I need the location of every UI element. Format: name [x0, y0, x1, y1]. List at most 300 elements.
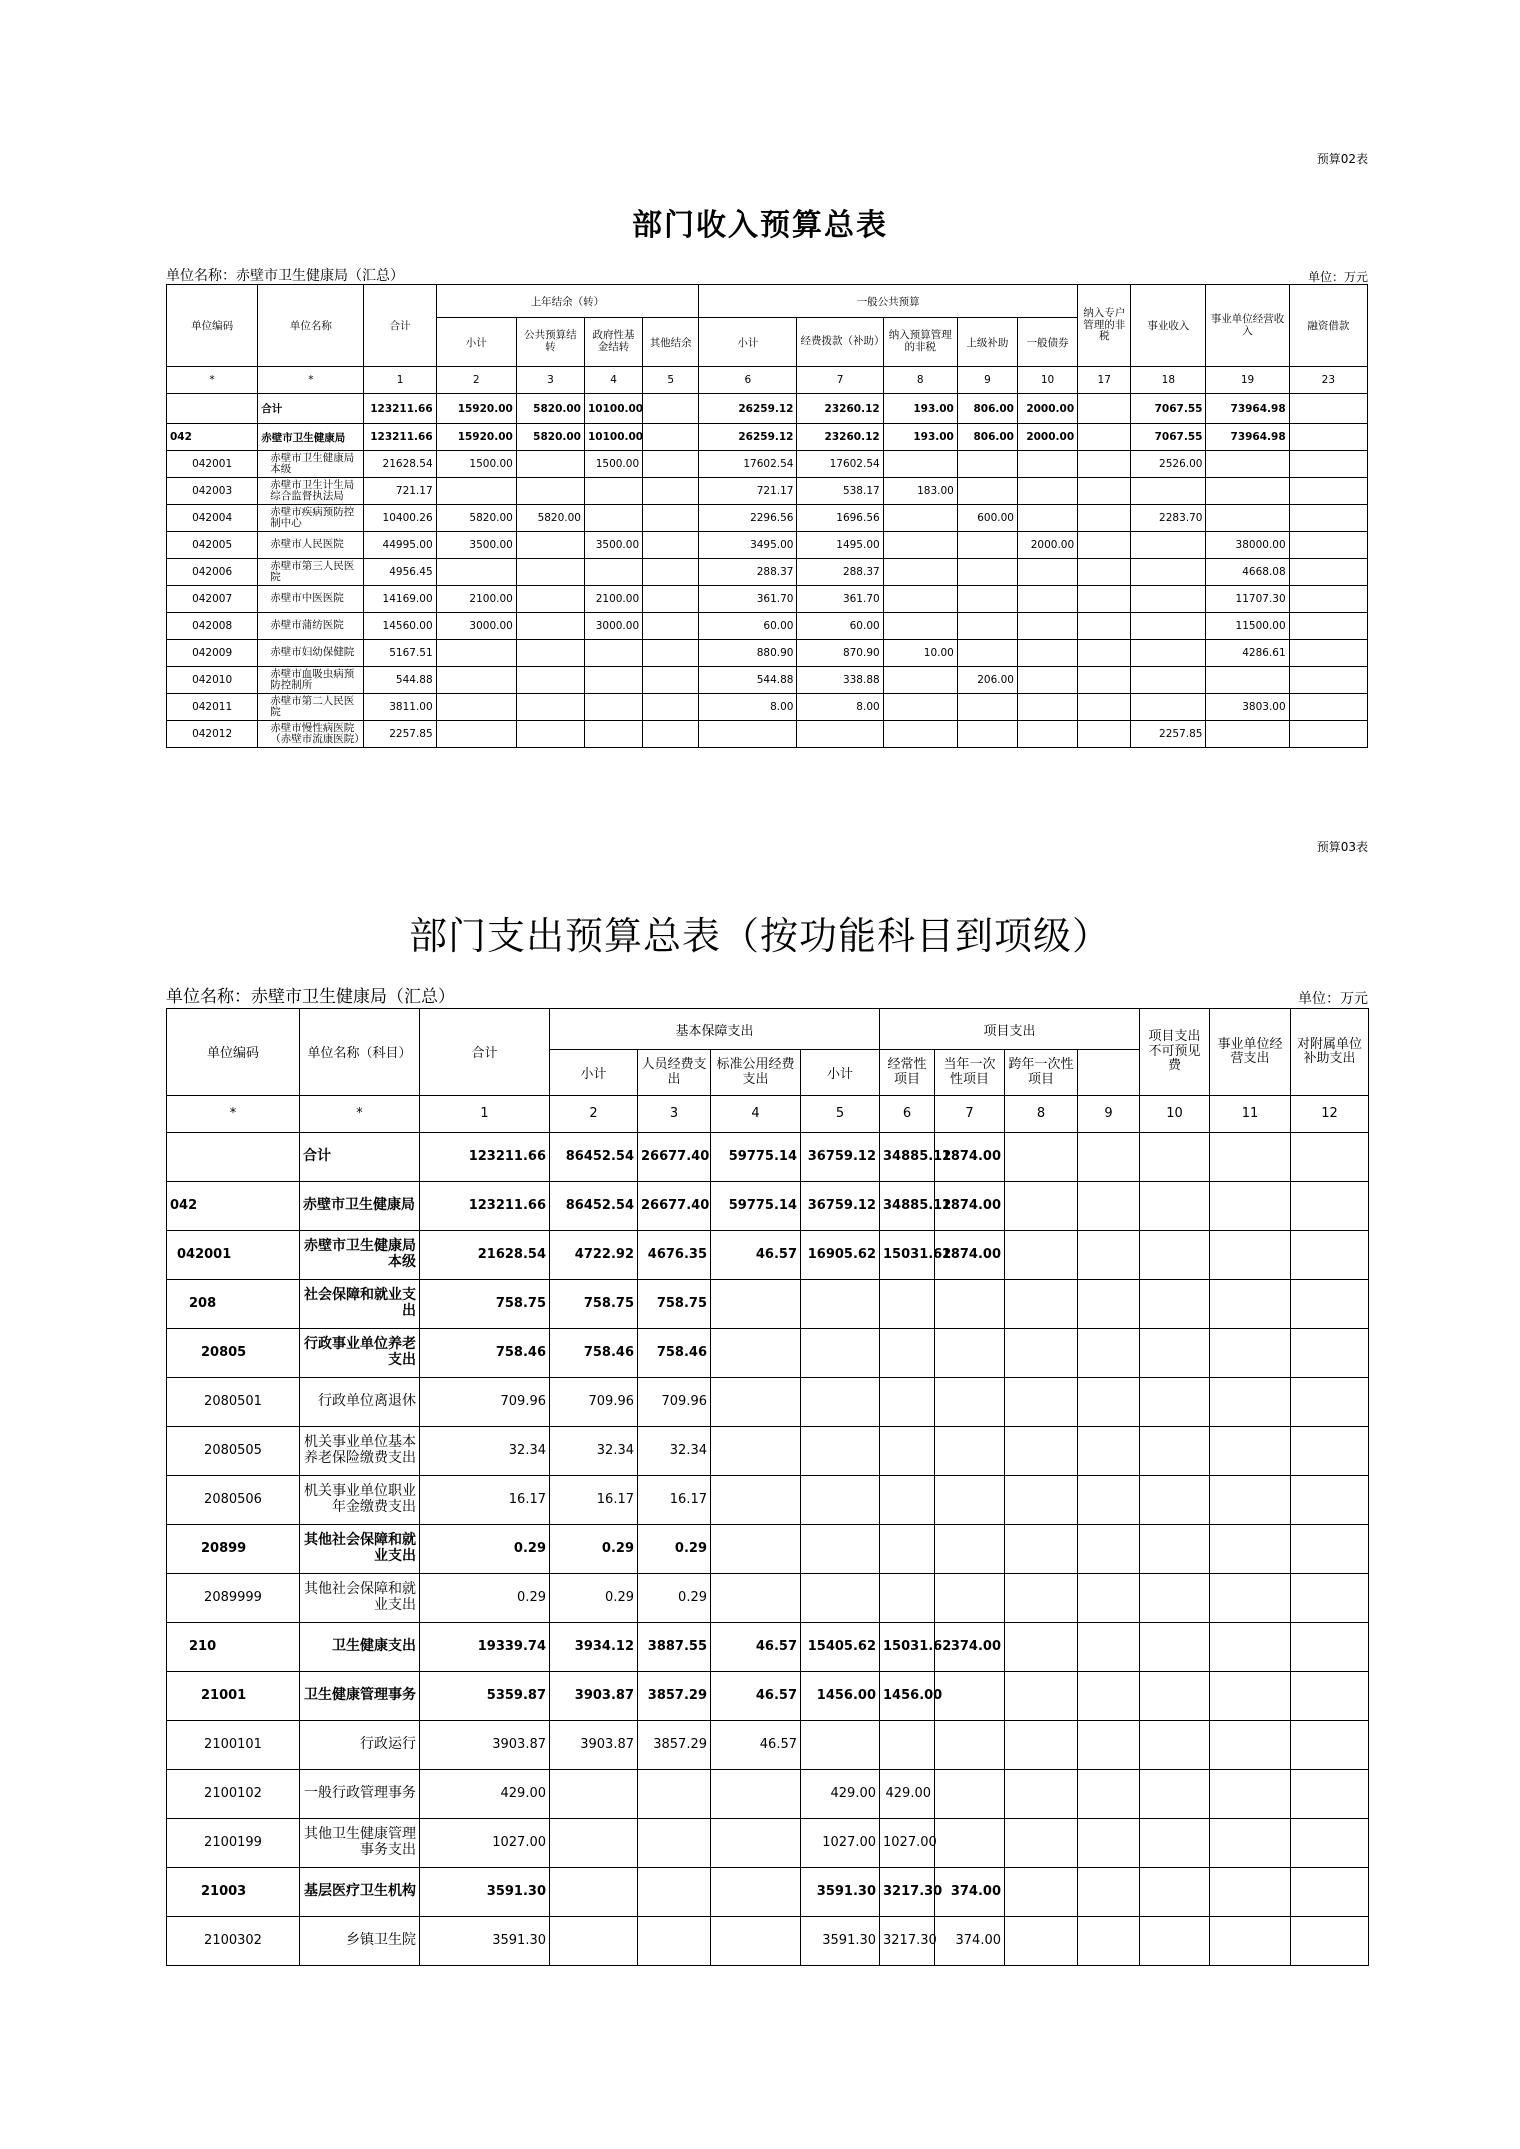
- exp-amount-cell: [1291, 1426, 1369, 1475]
- header-prev-sub: 小计: [436, 318, 516, 367]
- exp-amount-cell: [638, 1916, 711, 1965]
- exp-amount-cell: [1078, 1181, 1140, 1230]
- exp-amount-cell: [1005, 1132, 1078, 1181]
- exp-amount-cell: [1140, 1867, 1210, 1916]
- amount-cell: [957, 586, 1017, 613]
- amount-cell: 14560.00: [364, 613, 436, 640]
- exp-amount-cell: [801, 1524, 880, 1573]
- amount-cell: 7067.55: [1131, 394, 1206, 424]
- amount-cell: [1131, 478, 1206, 505]
- exp-code-cell: 21001: [167, 1671, 300, 1720]
- exp-amount-cell: [1140, 1279, 1210, 1328]
- table-row: [167, 424, 1368, 451]
- amount-cell: 8.00: [797, 694, 883, 721]
- index-cell: 1: [364, 367, 436, 394]
- exp-name-cell: 其他社会保障和就业支出: [300, 1573, 420, 1622]
- amount-cell: [1289, 613, 1367, 640]
- amount-cell: [797, 721, 883, 748]
- exp-amount-cell: [1291, 1377, 1369, 1426]
- exp-amount-cell: 21628.54: [420, 1230, 550, 1279]
- amount-cell: [957, 613, 1017, 640]
- exp-amount-cell: [1005, 1377, 1078, 1426]
- exp-amount-cell: 19339.74: [420, 1622, 550, 1671]
- exp-amount-cell: [1078, 1916, 1140, 1965]
- amount-cell: 14169.00: [364, 586, 436, 613]
- amount-cell: [643, 640, 699, 667]
- exp-amount-cell: [1210, 1916, 1291, 1965]
- exp-amount-cell: [935, 1573, 1005, 1622]
- exp-amount-cell: 429.00: [880, 1769, 935, 1818]
- exp-amount-cell: [880, 1328, 935, 1377]
- unit-name-cell: 赤壁市人民医院: [258, 532, 364, 559]
- amount-cell: [1078, 478, 1131, 505]
- exp-amount-cell: [935, 1720, 1005, 1769]
- amount-cell: [516, 559, 584, 586]
- exp-amount-cell: [1005, 1328, 1078, 1377]
- amount-cell: [643, 394, 699, 424]
- exp-name-cell: 机关事业单位职业年金缴费支出: [300, 1475, 420, 1524]
- exp-amount-cell: [801, 1279, 880, 1328]
- amount-cell: [1289, 640, 1367, 667]
- exp-amount-cell: [801, 1573, 880, 1622]
- exp-amount-cell: [1005, 1622, 1078, 1671]
- exp-header-proj-group: 项目支出: [880, 1009, 1140, 1050]
- exp-code-cell: 2080505: [167, 1426, 300, 1475]
- exp-amount-cell: [1291, 1132, 1369, 1181]
- exp-amount-cell: 36759.12: [801, 1132, 880, 1181]
- exp-amount-cell: [1140, 1622, 1210, 1671]
- exp-amount-cell: [1078, 1328, 1140, 1377]
- exp-amount-cell: [1210, 1867, 1291, 1916]
- exp-index-cell: 7: [935, 1095, 1005, 1132]
- exp-amount-cell: [711, 1769, 801, 1818]
- exp-amount-cell: [1210, 1475, 1291, 1524]
- exp-index-cell: 4: [711, 1095, 801, 1132]
- unit-code-cell: 042006: [167, 559, 258, 586]
- amount-cell: [1078, 640, 1131, 667]
- exp-amount-cell: [1210, 1181, 1291, 1230]
- amount-cell: [1018, 559, 1078, 586]
- amount-cell: [1018, 586, 1078, 613]
- amount-cell: [1018, 721, 1078, 748]
- header-prev-pub: 公共预算结转: [516, 318, 584, 367]
- exp-amount-cell: [1078, 1769, 1140, 1818]
- exp-code-cell: [167, 1132, 300, 1181]
- exp-amount-cell: 16.17: [420, 1475, 550, 1524]
- exp-index-cell: 3: [638, 1095, 711, 1132]
- exp-amount-cell: 15031.62: [880, 1230, 935, 1279]
- amount-cell: [883, 694, 957, 721]
- index-cell: 5: [643, 367, 699, 394]
- amount-cell: 2000.00: [1018, 394, 1078, 424]
- exp-amount-cell: [1291, 1867, 1369, 1916]
- exp-name-cell: 其他社会保障和就业支出: [300, 1524, 420, 1573]
- table-row: [167, 478, 1368, 505]
- amount-cell: 11500.00: [1206, 613, 1289, 640]
- exp-amount-cell: 709.96: [638, 1377, 711, 1426]
- exp-amount-cell: [550, 1818, 638, 1867]
- exp-code-cell: 20899: [167, 1524, 300, 1573]
- amount-cell: [643, 478, 699, 505]
- exp-amount-cell: 3591.30: [801, 1867, 880, 1916]
- amount-cell: [436, 559, 516, 586]
- exp-amount-cell: [935, 1279, 1005, 1328]
- exp-amount-cell: 32.34: [550, 1426, 638, 1475]
- exp-amount-cell: [1291, 1622, 1369, 1671]
- amount-cell: 538.17: [797, 478, 883, 505]
- exp-index-cell: 1: [420, 1095, 550, 1132]
- unit-code-cell: 042003: [167, 478, 258, 505]
- amount-cell: 11707.30: [1206, 586, 1289, 613]
- amount-cell: 2100.00: [436, 586, 516, 613]
- amount-cell: 73964.98: [1206, 424, 1289, 451]
- amount-cell: 1500.00: [436, 451, 516, 478]
- amount-cell: [1131, 532, 1206, 559]
- exp-table-row: [167, 1720, 1369, 1769]
- amount-cell: 1500.00: [584, 451, 642, 478]
- amount-cell: 21628.54: [364, 451, 436, 478]
- exp-amount-cell: [1291, 1818, 1369, 1867]
- exp-amount-cell: [1140, 1132, 1210, 1181]
- exp-amount-cell: 16.17: [550, 1475, 638, 1524]
- table-row: [167, 640, 1368, 667]
- amount-cell: [1289, 394, 1367, 424]
- amount-cell: [1018, 613, 1078, 640]
- exp-amount-cell: [880, 1720, 935, 1769]
- exp-amount-cell: [1291, 1524, 1369, 1573]
- header-prev-group: 上年结余（转）: [436, 285, 699, 318]
- amount-cell: [957, 694, 1017, 721]
- amount-cell: 17602.54: [797, 451, 883, 478]
- table-row: [167, 451, 1368, 478]
- exp-table-row: [167, 1573, 1369, 1622]
- exp-code-cell: 2080501: [167, 1377, 300, 1426]
- table1-unit: 单位：万元: [1307, 270, 1368, 284]
- exp-amount-cell: [1140, 1671, 1210, 1720]
- exp-amount-cell: 0.29: [420, 1524, 550, 1573]
- unit-name-cell: 赤壁市第二人民医院: [258, 694, 364, 721]
- amount-cell: 26259.12: [699, 424, 797, 451]
- exp-amount-cell: [1210, 1328, 1291, 1377]
- amount-cell: [1289, 424, 1367, 451]
- table-row: [167, 613, 1368, 640]
- exp-amount-cell: [1210, 1671, 1291, 1720]
- index-cell: 9: [957, 367, 1017, 394]
- index-cell: 7: [797, 367, 883, 394]
- amount-cell: 3803.00: [1206, 694, 1289, 721]
- amount-cell: [1131, 559, 1206, 586]
- exp-amount-cell: 0.29: [550, 1524, 638, 1573]
- exp-amount-cell: 26677.40: [638, 1132, 711, 1181]
- amount-cell: [1289, 721, 1367, 748]
- exp-amount-cell: [801, 1377, 880, 1426]
- amount-cell: 60.00: [797, 613, 883, 640]
- exp-amount-cell: [1291, 1328, 1369, 1377]
- exp-amount-cell: [1140, 1377, 1210, 1426]
- amount-cell: [1289, 451, 1367, 478]
- amount-cell: [516, 640, 584, 667]
- amount-cell: [1078, 721, 1131, 748]
- header-name: 单位名称: [258, 285, 364, 367]
- unit-name-cell: 赤壁市卫生健康局: [258, 424, 364, 451]
- exp-amount-cell: [1140, 1573, 1210, 1622]
- exp-amount-cell: [1005, 1769, 1078, 1818]
- amount-cell: [1206, 451, 1289, 478]
- exp-amount-cell: [711, 1916, 801, 1965]
- exp-name-cell: 基层医疗卫生机构: [300, 1867, 420, 1916]
- amount-cell: 721.17: [364, 478, 436, 505]
- amount-cell: 60.00: [699, 613, 797, 640]
- amount-cell: 4286.61: [1206, 640, 1289, 667]
- exp-amount-cell: [550, 1916, 638, 1965]
- exp-table-row: [167, 1916, 1369, 1965]
- amount-cell: 544.88: [364, 667, 436, 694]
- exp-header-public: 标准公用经费支出: [711, 1050, 801, 1095]
- exp-name-cell: 机关事业单位基本养老保险缴费支出: [300, 1426, 420, 1475]
- amount-cell: 206.00: [957, 667, 1017, 694]
- amount-cell: 2283.70: [1131, 505, 1206, 532]
- amount-cell: 361.70: [797, 586, 883, 613]
- amount-cell: 3811.00: [364, 694, 436, 721]
- unit-code-cell: 042: [167, 424, 258, 451]
- amount-cell: [883, 559, 957, 586]
- exp-amount-cell: 3887.55: [638, 1622, 711, 1671]
- table-row: [167, 586, 1368, 613]
- amount-cell: [643, 424, 699, 451]
- exp-amount-cell: [1078, 1377, 1140, 1426]
- amount-cell: 5820.00: [436, 505, 516, 532]
- exp-amount-cell: [1078, 1622, 1140, 1671]
- amount-cell: 8.00: [699, 694, 797, 721]
- amount-cell: [883, 667, 957, 694]
- exp-amount-cell: 4722.92: [550, 1230, 638, 1279]
- exp-amount-cell: [711, 1867, 801, 1916]
- exp-amount-cell: 16905.62: [801, 1230, 880, 1279]
- exp-header-proj-sub: 小计: [801, 1050, 880, 1095]
- exp-header-subsidy: 对附属单位补助支出: [1291, 1009, 1369, 1096]
- exp-amount-cell: [550, 1769, 638, 1818]
- exp-name-cell: 一般行政管理事务: [300, 1769, 420, 1818]
- exp-amount-cell: [1140, 1524, 1210, 1573]
- header-special: 纳入专户管理的非税: [1078, 285, 1131, 367]
- exp-amount-cell: 86452.54: [550, 1132, 638, 1181]
- exp-amount-cell: [1210, 1279, 1291, 1328]
- exp-amount-cell: 3934.12: [550, 1622, 638, 1671]
- amount-cell: 7067.55: [1131, 424, 1206, 451]
- exp-amount-cell: 46.57: [711, 1671, 801, 1720]
- amount-cell: [883, 586, 957, 613]
- unit-name-cell: 赤壁市第三人民医院: [258, 559, 364, 586]
- amount-cell: [643, 721, 699, 748]
- amount-cell: 361.70: [699, 586, 797, 613]
- exp-amount-cell: [801, 1720, 880, 1769]
- exp-amount-cell: [1078, 1475, 1140, 1524]
- amount-cell: [1078, 424, 1131, 451]
- exp-name-cell: 其他卫生健康管理事务支出: [300, 1818, 420, 1867]
- exp-table-row: [167, 1181, 1369, 1230]
- exp-amount-cell: [1140, 1230, 1210, 1279]
- exp-amount-cell: [801, 1328, 880, 1377]
- exp-amount-cell: 16.17: [638, 1475, 711, 1524]
- exp-amount-cell: [711, 1426, 801, 1475]
- table-row: [167, 505, 1368, 532]
- unit-name-cell: 赤壁市血吸虫病预防控制所: [258, 667, 364, 694]
- amount-cell: [1206, 505, 1289, 532]
- exp-amount-cell: 758.75: [550, 1279, 638, 1328]
- amount-cell: [584, 505, 642, 532]
- exp-amount-cell: [1078, 1230, 1140, 1279]
- exp-amount-cell: [1291, 1279, 1369, 1328]
- amount-cell: 10400.26: [364, 505, 436, 532]
- amount-cell: [1078, 532, 1131, 559]
- exp-amount-cell: 429.00: [801, 1769, 880, 1818]
- exp-code-cell: 2080506: [167, 1475, 300, 1524]
- amount-cell: [643, 505, 699, 532]
- amount-cell: 1696.56: [797, 505, 883, 532]
- exp-amount-cell: [638, 1867, 711, 1916]
- exp-table-row: [167, 1622, 1369, 1671]
- amount-cell: [1018, 640, 1078, 667]
- amount-cell: 3000.00: [436, 613, 516, 640]
- amount-cell: [1289, 667, 1367, 694]
- exp-amount-cell: [711, 1524, 801, 1573]
- header-prev-other: 其他结余: [643, 318, 699, 367]
- unit-code-cell: [167, 394, 258, 424]
- exp-amount-cell: 3857.29: [638, 1720, 711, 1769]
- amount-cell: 880.90: [699, 640, 797, 667]
- exp-name-cell: 合计: [300, 1132, 420, 1181]
- header-prev-gov: 政府性基金结转: [584, 318, 642, 367]
- exp-amount-cell: [1078, 1720, 1140, 1769]
- header-total: 合计: [364, 285, 436, 367]
- exp-amount-cell: 46.57: [711, 1720, 801, 1769]
- exp-name-cell: 行政事业单位养老支出: [300, 1328, 420, 1377]
- exp-amount-cell: [935, 1524, 1005, 1573]
- amount-cell: 17602.54: [699, 451, 797, 478]
- index-cell: 3: [516, 367, 584, 394]
- unit-name-cell: 赤壁市卫生健康局本级: [258, 451, 364, 478]
- exp-amount-cell: [880, 1475, 935, 1524]
- exp-amount-cell: [880, 1524, 935, 1573]
- table1-tag: 预算02表: [1316, 152, 1368, 166]
- exp-amount-cell: 1027.00: [880, 1818, 935, 1867]
- exp-amount-cell: [1210, 1720, 1291, 1769]
- amount-cell: 3500.00: [584, 532, 642, 559]
- exp-amount-cell: 3903.87: [550, 1671, 638, 1720]
- amount-cell: [1078, 613, 1131, 640]
- exp-amount-cell: 59775.14: [711, 1181, 801, 1230]
- exp-amount-cell: [1005, 1426, 1078, 1475]
- exp-code-cell: 21003: [167, 1867, 300, 1916]
- amount-cell: 3500.00: [436, 532, 516, 559]
- amount-cell: [516, 532, 584, 559]
- exp-header-total: 合计: [420, 1009, 550, 1096]
- amount-cell: 2526.00: [1131, 451, 1206, 478]
- index-cell: 8: [883, 367, 957, 394]
- exp-amount-cell: [1210, 1818, 1291, 1867]
- exp-code-cell: 2100101: [167, 1720, 300, 1769]
- table2-tag: 预算03表: [1316, 840, 1368, 854]
- exp-table-row: [167, 1230, 1369, 1279]
- amount-cell: [1018, 694, 1078, 721]
- table-row: [167, 394, 1368, 424]
- unit-code-cell: 042010: [167, 667, 258, 694]
- exp-table-row: [167, 1671, 1369, 1720]
- exp-amount-cell: [1210, 1622, 1291, 1671]
- amount-cell: [1131, 586, 1206, 613]
- amount-cell: [957, 532, 1017, 559]
- amount-cell: 338.88: [797, 667, 883, 694]
- table2-unit-name: 单位名称：赤壁市卫生健康局（汇总）: [166, 987, 455, 1007]
- exp-table-row: [167, 1818, 1369, 1867]
- amount-cell: 10.00: [883, 640, 957, 667]
- exp-header-name: 单位名称（科目）: [300, 1009, 420, 1096]
- amount-cell: [957, 478, 1017, 505]
- amount-cell: [1289, 559, 1367, 586]
- exp-amount-cell: 1874.00: [935, 1132, 1005, 1181]
- header-gen-sub: 小计: [699, 318, 797, 367]
- exp-amount-cell: 26677.40: [638, 1181, 711, 1230]
- exp-amount-cell: [1291, 1475, 1369, 1524]
- exp-amount-cell: [550, 1867, 638, 1916]
- amount-cell: 1495.00: [797, 532, 883, 559]
- exp-amount-cell: [1005, 1181, 1078, 1230]
- exp-amount-cell: [880, 1426, 935, 1475]
- amount-cell: 2296.56: [699, 505, 797, 532]
- unit-code-cell: 042008: [167, 613, 258, 640]
- exp-amount-cell: 374.00: [935, 1867, 1005, 1916]
- exp-index-row: [167, 1095, 1369, 1132]
- exp-amount-cell: 32.34: [638, 1426, 711, 1475]
- header-finance: 融资借款: [1289, 285, 1367, 367]
- exp-amount-cell: [711, 1573, 801, 1622]
- amount-cell: 4956.45: [364, 559, 436, 586]
- amount-cell: [584, 559, 642, 586]
- exp-header-recurring: 经常性项目: [880, 1050, 935, 1095]
- table1-title: 部门收入预算总表: [632, 208, 888, 243]
- exp-name-cell: 社会保障和就业支出: [300, 1279, 420, 1328]
- exp-amount-cell: 429.00: [420, 1769, 550, 1818]
- amount-cell: [516, 451, 584, 478]
- table-row: [167, 532, 1368, 559]
- amount-cell: 183.00: [883, 478, 957, 505]
- exp-amount-cell: [1005, 1475, 1078, 1524]
- amount-cell: [643, 559, 699, 586]
- header-operating: 事业单位经营收入: [1206, 285, 1289, 367]
- exp-amount-cell: [1291, 1230, 1369, 1279]
- exp-amount-cell: 3217.30: [880, 1867, 935, 1916]
- exp-index-cell: 10: [1140, 1095, 1210, 1132]
- unit-code-cell: 042001: [167, 451, 258, 478]
- exp-amount-cell: 3591.30: [801, 1916, 880, 1965]
- exp-amount-cell: 709.96: [550, 1377, 638, 1426]
- exp-code-cell: 208: [167, 1279, 300, 1328]
- exp-amount-cell: 46.57: [711, 1230, 801, 1279]
- exp-amount-cell: [1210, 1769, 1291, 1818]
- exp-amount-cell: 758.75: [420, 1279, 550, 1328]
- exp-amount-cell: [935, 1671, 1005, 1720]
- exp-amount-cell: [638, 1818, 711, 1867]
- exp-amount-cell: [1140, 1818, 1210, 1867]
- amount-cell: [516, 478, 584, 505]
- header-business: 事业收入: [1131, 285, 1206, 367]
- exp-amount-cell: 1874.00: [935, 1230, 1005, 1279]
- amount-cell: 10100.00: [584, 394, 642, 424]
- exp-amount-cell: [1005, 1818, 1078, 1867]
- amount-cell: [1289, 586, 1367, 613]
- exp-table-row: [167, 1132, 1369, 1181]
- amount-cell: [1206, 478, 1289, 505]
